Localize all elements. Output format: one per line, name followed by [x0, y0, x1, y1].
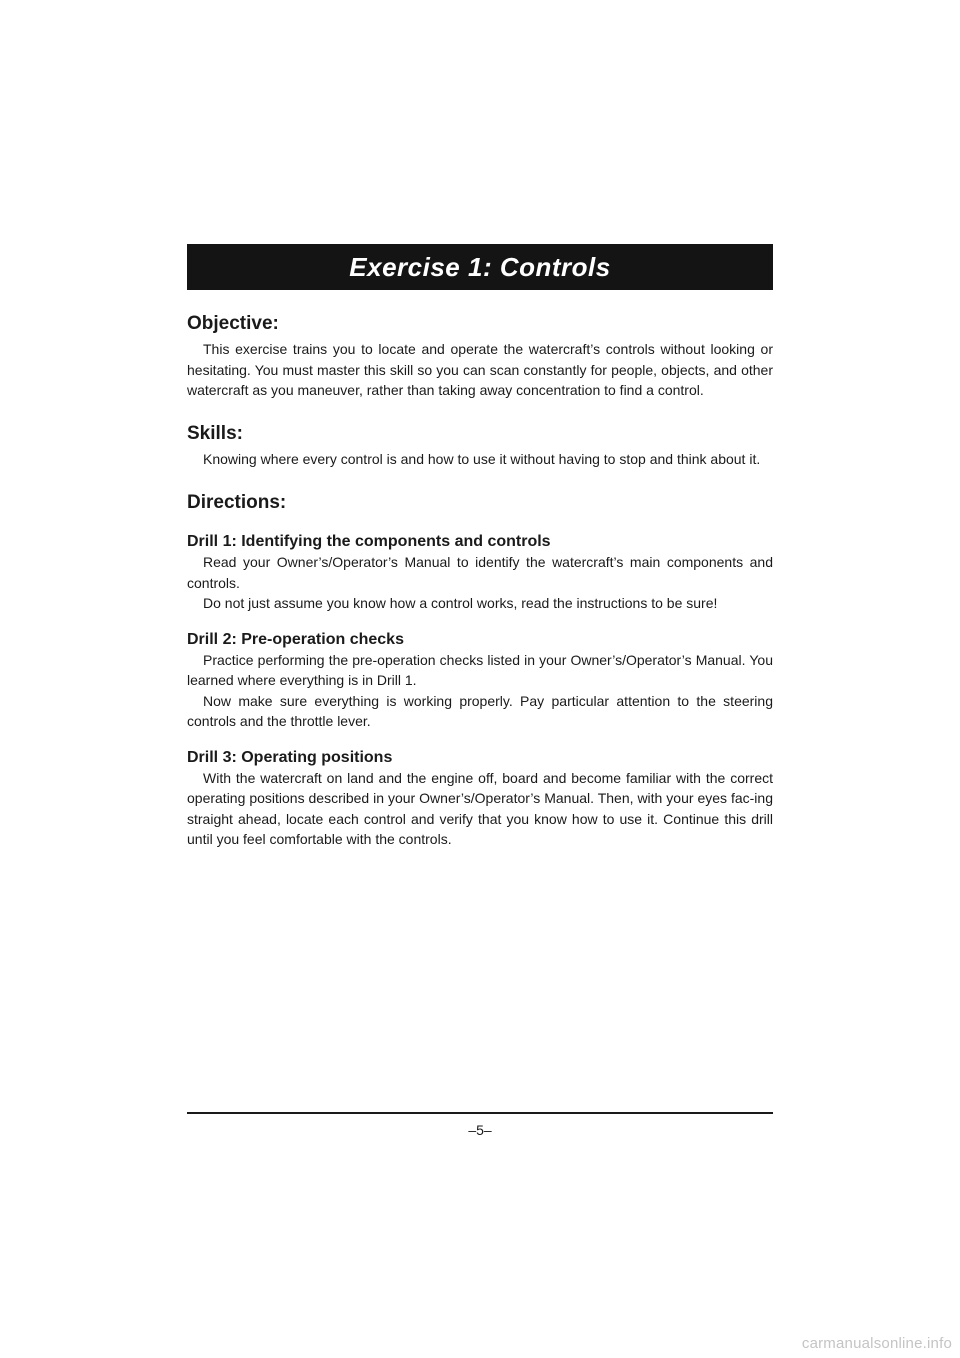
- footer-divider: [187, 1112, 773, 1114]
- drill-1-heading: Drill 1: Identifying the components and controls: [187, 533, 551, 550]
- page-number: –5–: [468, 1122, 492, 1138]
- drill-2-paragraph-1: Practice performing the pre-operation checks listed in your Owner’s/Operator’s Manual. You learned where everything is in Drill 1.: [187, 651, 773, 688]
- drill-2-heading: Drill 2: Pre-operation checks: [187, 630, 404, 648]
- objective-text: This exercise trains you to locate and operate the watercraft’s controls without looking or hesitating. You must master this skill so you can scan constantly for people, objects, and other watercraft as you maneuver, rather than taking away concentration to find a control.: [187, 341, 773, 398]
- drill-3-paragraph-1: With the watercraft on land and the engine off, board and become familiar with the correct operating positions described in your Owner’s/Operator’s Manual. Then, with your eyes fac-ing straight ahead, locate each control and verify that you know how to use it. Continue this drill until you feel comfortable with the controls.: [187, 769, 773, 847]
- skills-text: Knowing where every control is and how to use it without having to stop and think about it.: [203, 450, 761, 467]
- skills-section: [187, 422, 773, 470]
- drill-2: [187, 630, 773, 732]
- watermark: carmanualsonline.info: [801, 1335, 952, 1352]
- skills-heading: Skills:: [187, 422, 243, 444]
- directions-heading: Directions:: [187, 492, 287, 513]
- drill-2-paragraph-2: Now make sure everything is working properly. Pay particular attention to the steering controls and the throttle lever.: [187, 692, 773, 729]
- drill-3-heading: Drill 3: Operating positions: [187, 748, 393, 766]
- objective-section: [187, 312, 773, 401]
- title-banner: [187, 244, 773, 290]
- drill-1: [187, 532, 773, 614]
- page-title: Exercise 1: Controls: [349, 251, 611, 282]
- content: [187, 312, 773, 850]
- drill-1-paragraph-1: Read your Owner’s/Operator’s Manual to identify the watercraft’s main components and controls.: [187, 554, 773, 591]
- drill-3: [187, 748, 773, 850]
- drill-1-paragraph-2: Do not just assume you know how a control works, read the instructions to be sure!: [203, 595, 718, 611]
- page-body: [187, 244, 773, 850]
- directions-section: [187, 491, 773, 515]
- objective-heading: Objective:: [187, 313, 279, 334]
